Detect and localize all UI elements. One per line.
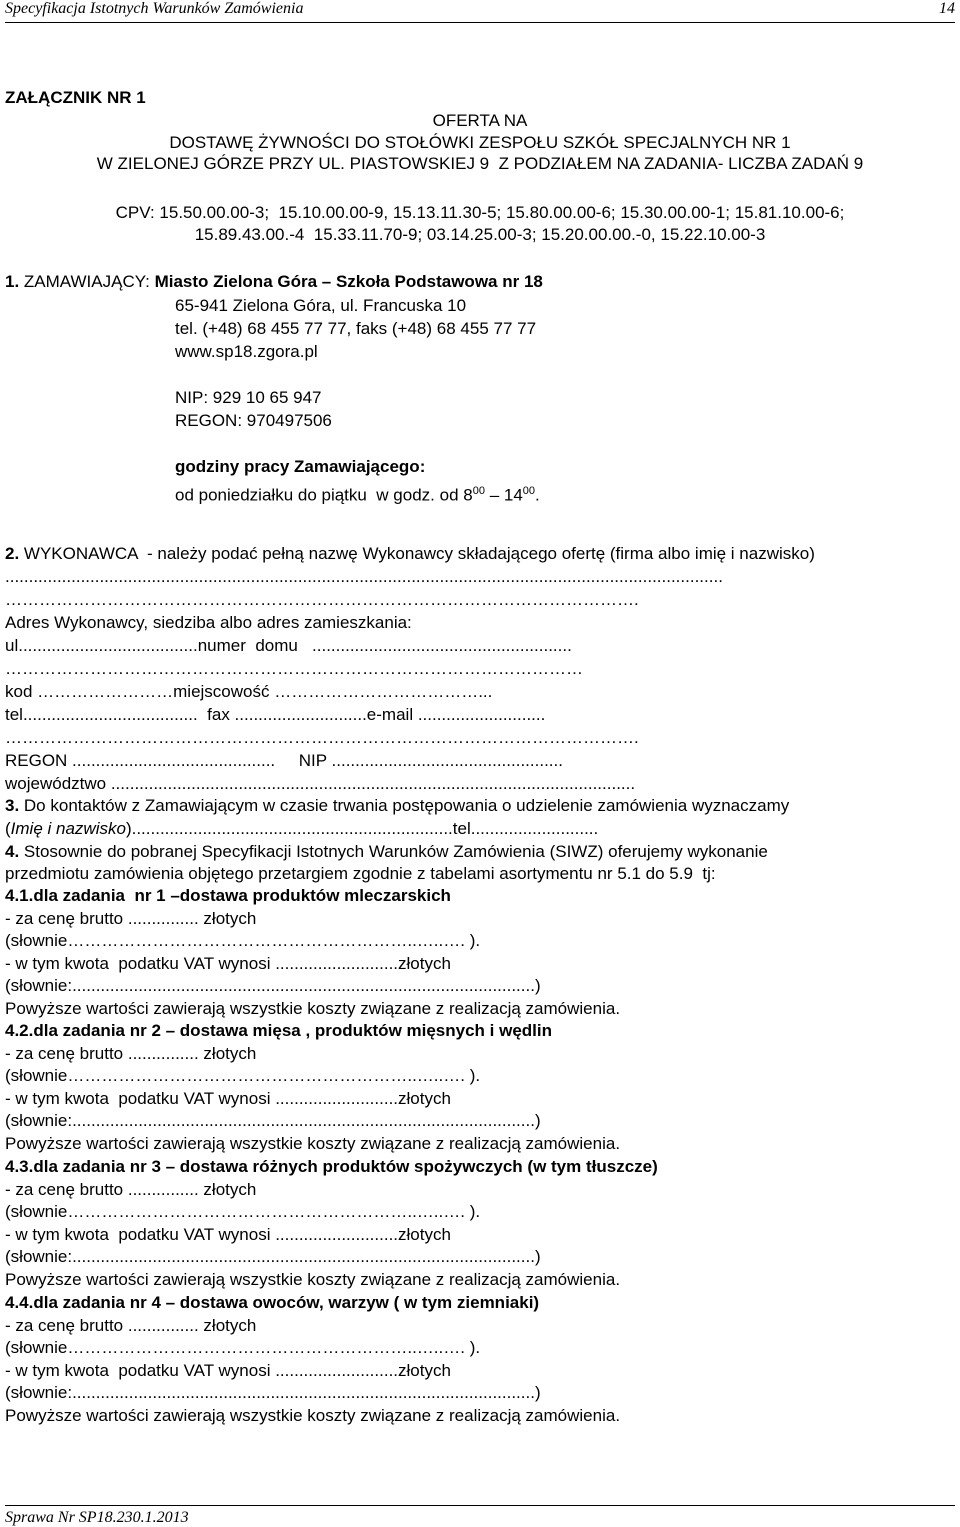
vat-in-words-field-3[interactable]: (słownie:..................................................................................................) [5, 1247, 541, 1267]
contractor-text: WYKONAWCA - należy podać pełną nazwę Wykonawcy składającego ofertę (firma albo imię i nazwisko) [23, 544, 815, 563]
vat-field-4[interactable]: - w tym kwota podatku VAT wynosi ..........................złotych [5, 1360, 451, 1380]
hours-text: od poniedziałku do piątku w godz. od 8 [175, 485, 473, 505]
costs-note-2: Powyższe wartości zawierają wszystkie koszty związane z realizacją zamówienia. [5, 1134, 621, 1153]
hours-sup-1: 00 [472, 485, 485, 497]
orderer-name: Miasto Zielona Góra – Szkoła Podstawowa nr 18 [154, 272, 543, 291]
costs-note-3: Powyższe wartości zawierają wszystkie koszty związane z realizacją zamówienia. [5, 1270, 621, 1289]
contact-field-extra[interactable]: …………………………………………………………………………………………………. [5, 728, 639, 747]
working-hours [175, 481, 540, 506]
attachment-label: ZAŁĄCZNIK NR 1 [5, 88, 146, 107]
price-in-words-field-3[interactable]: (słownie……………………………………………………..…..…. ). [5, 1202, 481, 1222]
hours-text-3: . [535, 485, 540, 505]
contact-person-text: Do kontaktów z Zamawiającym w czasie trwania postępowania o udzielenie zamówienia wyznaczamy [23, 796, 790, 815]
regon-label: REGON: [175, 411, 247, 430]
vat-in-words-field-2[interactable]: (słownie:..................................................................................................) [5, 1111, 541, 1131]
orderer-website: www.sp18.zgora.pl [175, 342, 318, 361]
orderer-regon [175, 411, 332, 431]
price-field-2[interactable]: - za cenę brutto ............... złotych [5, 1043, 257, 1063]
page-footer: Sprawa Nr SP18.230.1.2013 [5, 1505, 955, 1527]
offer-title-2: DOSTAWĘ ŻYWNOŚCI DO STOŁÓWKI ZESPOŁU SZKÓŁ SPECJALNYCH NR 1 [169, 133, 791, 152]
price-field-4[interactable]: - za cenę brutto ............... złotych [5, 1315, 257, 1335]
section-4-number: 4. [5, 842, 24, 861]
costs-note-1: Powyższe wartości zawierają wszystkie koszty związane z realizacją zamówienia. [5, 999, 621, 1018]
nip-value: 929 10 65 947 [212, 388, 322, 407]
contractor-name-field-2[interactable]: …………………………………………………………………………………………………. [5, 590, 639, 609]
section-3-number: 3. [5, 796, 24, 815]
section-1-number: 1. [5, 272, 24, 291]
header-title: Specyfikacja Istotnych Warunków Zamówienia [5, 0, 304, 17]
task-title-2: 4.2.dla zadania nr 2 – dostawa mięsa , produktów mięsnych i wędlin [5, 1021, 552, 1040]
vat-in-words-field-4[interactable]: (słownie:..................................................................................................) [5, 1383, 541, 1403]
price-in-words-field-4[interactable]: (słownie……………………………………………………..…..…. ). [5, 1338, 481, 1358]
price-field-1[interactable]: - za cenę brutto ............... złotych [5, 908, 257, 928]
orderer-address: 65-941 Zielona Góra, ul. Francuska 10 [175, 296, 467, 315]
phone-fax-email-field[interactable]: tel..................................... fax ............................e-mail ........................... [5, 705, 546, 724]
regon-value: 970497506 [246, 411, 332, 430]
paren-open: ( [5, 819, 11, 838]
contact-dots: )....................................................................tel........................... [125, 819, 599, 838]
page-number: 14 [939, 0, 955, 17]
offer-title-1: OFERTA NA [432, 111, 528, 130]
offer-title-3: W ZIELONEJ GÓRZE PRZY UL. PIASTOWSKIEJ 9 Z PODZIAŁEM NA ZADANIA- LICZBA ZADAŃ 9 [96, 154, 864, 173]
cpv-line-1: CPV: 15.50.00.00-3; 15.10.00.00-9, 15.13.11.30-5; 15.80.00.00-6; 15.30.00.00-1; 15.81.10.00-6; [115, 203, 845, 222]
contractor-address-label: Adres Wykonawcy, siedziba albo adres zamieszkania: [5, 613, 412, 632]
offer-statement-1 [5, 842, 768, 862]
hours-sup-2: 00 [522, 485, 536, 497]
price-in-words-field-2[interactable]: (słownie……………………………………………………..…..…. ). [5, 1066, 481, 1086]
vat-field-3[interactable]: - w tym kwota podatku VAT wynosi ..........................złotych [5, 1224, 451, 1244]
contact-person-field[interactable] [5, 819, 598, 839]
page-header [5, 0, 955, 23]
contractor-heading [5, 544, 815, 564]
name-hint: Imię i nazwisko [10, 819, 126, 838]
hours-text-2: – 14 [484, 485, 523, 505]
orderer-nip [175, 388, 322, 408]
nip-label: NIP: [175, 388, 213, 407]
price-in-words-field-1[interactable]: (słownie……………………………………………………..…..…. ). [5, 931, 481, 951]
task-title-3: 4.3.dla zadania nr 3 – dostawa różnych produktów spożywczych (w tym tłuszcze) [5, 1157, 658, 1176]
contractor-name-field[interactable]: ........................................................................................................................................................ [5, 567, 723, 586]
orderer-label: ZAMAWIAJĄCY: [23, 272, 155, 291]
costs-note-4: Powyższe wartości zawierają wszystkie koszty związane z realizacją zamówienia. [5, 1406, 621, 1425]
contact-person-heading [5, 796, 789, 816]
vat-field-1[interactable]: - w tym kwota podatku VAT wynosi ..........................złotych [5, 953, 451, 973]
address-field-extra[interactable]: ………………………………………………………………………………………… [5, 659, 583, 678]
postcode-city-field[interactable]: kod ……………………miejscowość ………………………………... [5, 682, 493, 701]
working-hours-label: godziny pracy Zamawiającego: [175, 457, 426, 476]
price-field-3[interactable]: - za cenę brutto ............... złotych [5, 1179, 257, 1199]
offer-statement-2: przedmiotu zamówienia objętego przetargiem zgodnie z tabelami asortymentu nr 5.1 do 5.9 tj: [5, 864, 716, 883]
vat-in-words-field-1[interactable]: (słownie:..................................................................................................) [5, 976, 541, 996]
orderer-phone: tel. (+48) 68 455 77 77, faks (+48) 68 455 77 77 [175, 319, 537, 338]
task-title-1: 4.1.dla zadania nr 1 –dostawa produktów mleczarskich [5, 886, 451, 905]
section-2-number: 2. [5, 544, 24, 563]
cpv-line-2: 15.89.43.00.-4 15.33.11.70-9; 03.14.25.00-3; 15.20.00.00.-0, 15.22.10.00-3 [194, 225, 766, 244]
offer-text-1: Stosownie do pobranej Specyfikacji Istotnych Warunków Zamówienia (SIWZ) oferujemy wykonanie [23, 842, 768, 861]
vat-field-2[interactable]: - w tym kwota podatku VAT wynosi ..........................złotych [5, 1088, 451, 1108]
voivodeship-field[interactable]: województwo ............................................................................................................... [5, 774, 636, 793]
task-title-4: 4.4.dla zadania nr 4 – dostawa owoców, warzyw ( w tym ziemniaki) [5, 1293, 540, 1312]
street-field[interactable]: ul......................................numer domu ....................................................... [5, 636, 572, 655]
orderer-heading [5, 272, 543, 292]
regon-nip-field[interactable]: REGON ........................................... NIP ................................................. [5, 751, 563, 770]
